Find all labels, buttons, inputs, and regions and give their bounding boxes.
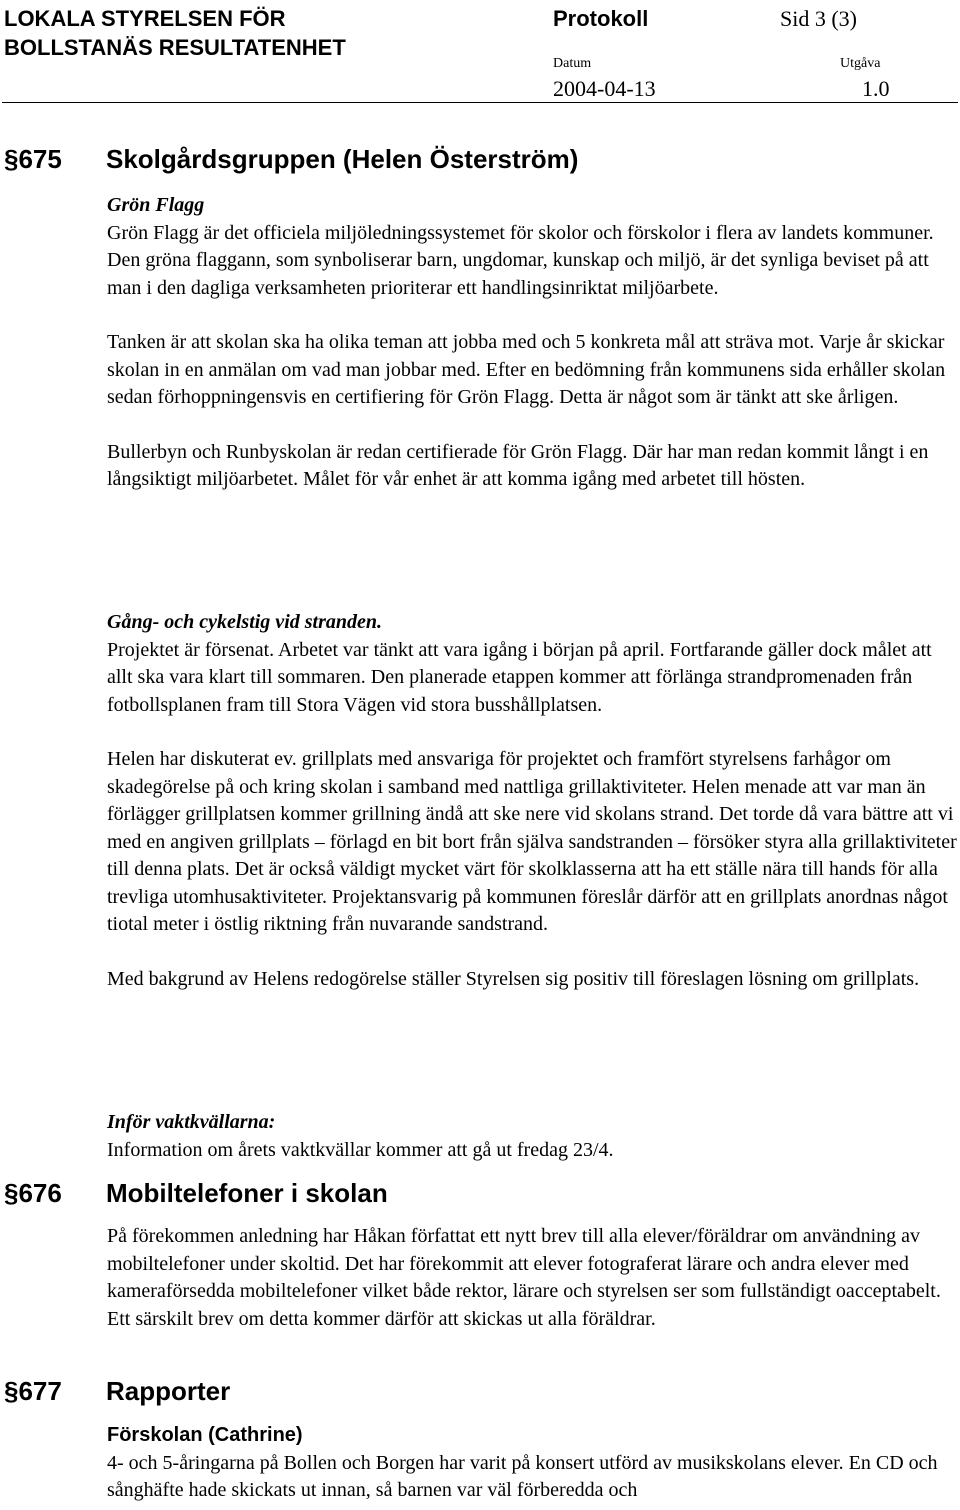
vaktkvallar-paragraph: Information om årets vaktkvällar kommer att gå ut fredag 23/4. (107, 1138, 614, 1161)
cykelstig-block (107, 609, 960, 993)
mobiltelefoner-paragraph: På förekommen anledning har Håkan författat ett nytt brev till alla elever/föräldrar om användning av mobiltelefoner under skoltid. Det har förekommit att elever fotograferat lärare och andra elever med kameraförsedda mobiltelefoner vilket både rektor, lärare och styrelsen ser som fullständigt oacceptabelt. Ett särskilt brev om detta kommer därför att skickas ut alla föräldrar. (107, 1225, 941, 1330)
date-value: 2004-04-13 (553, 76, 656, 101)
version-value: 1.0 (862, 76, 890, 101)
version-label: Utgåva (840, 56, 881, 71)
section-676-heading (4, 1177, 388, 1209)
document-type: Protokoll (553, 6, 649, 31)
section-677-heading (4, 1375, 230, 1407)
groen-flagg-block (107, 192, 960, 494)
date-label: Datum (553, 56, 592, 71)
vaktkvallar-subheading: Inför vaktkvällarna: (107, 1111, 276, 1133)
section-675-number: §675 (4, 144, 62, 174)
groen-flagg-subheading: Grön Flagg (107, 194, 205, 216)
groen-flagg-paragraph-1: Grön Flagg är det officiela miljöledningssystemet för skolor och förskolor i flera av landets kommuner. Den gröna flaggann, som synboliserar barn, ungdomar, kunskap och miljö, är det synliga beviset på att man i den dagliga verksamheten prioriterar ett handlingsinriktat miljöarbete. (107, 221, 934, 299)
section-676-title: Mobiltelefoner i skolan (106, 1178, 388, 1208)
section-677-title: Rapporter (106, 1376, 231, 1406)
organization-line-1: LOKALA STYRELSEN FÖR (4, 6, 286, 31)
cykelstig-paragraph-2: Helen har diskuterat ev. grillplats med ansvariga för projektet och framfört styrelsens farhågor om skadegörelse på och kring skolan i samband med nattliga grillaktiviteter. Helen menade att var man än förlägger grillplatsen kommer grillning ändå att ske nere vid skolans strand. Det torde då vara bättre att vi med en angiven grillplats – förlagd en bit bort från själva sandstranden – försöker styra alla grillaktiviteter till denna plats. Det är också väldigt mycket värt för skolklasserna att ha ett ställe nära till hands för alla trevliga utomhusaktiviteter. Projektansvarig på kommunen föreslår därför att en grillplats anordnas något tiotal meter i östlig riktning från nuvarande sandstrand. (107, 748, 957, 935)
organization-line-2: BOLLSTANÄS RESULTATENHET (4, 35, 346, 60)
cykelstig-paragraph-3: Med bakgrund av Helens redogörelse ställer Styrelsen sig positiv till föreslagen lösning om grillplats. (107, 967, 920, 990)
vaktkvallar-block (107, 1109, 960, 1164)
organization-name (4, 4, 346, 62)
section-symbol: § (4, 1376, 19, 1406)
foerskolan-paragraph: 4- och 5-åringarna på Bollen och Borgen har varit på konsert utförd av musikskolans elever. En CD och sånghäfte hade skickats ut innan, så barnen var väl förberedda och (107, 1451, 938, 1501)
section-677-number: §677 (4, 1376, 62, 1406)
header-divider (2, 102, 958, 103)
section-symbol: § (4, 1178, 19, 1208)
groen-flagg-paragraph-3: Bullerbyn och Runbyskolan är redan certifierade för Grön Flagg. Där har man redan kommit långt i en långsiktigt miljöarbetet. Målet för vår enhet är att komma igång med arbetet till hösten. (107, 440, 929, 490)
page-indicator: Sid 3 (3) (780, 6, 857, 31)
cykelstig-paragraph-1: Projektet är försenat. Arbetet var tänkt att vara igång i början på april. Fortfarande gäller dock målet att allt ska vara klart till sommaren. Den planerade etappen kommer att förlänga strandpromenaden från fotbollsplanen fram till Stora Vägen vid stora busshållplatsen. (107, 638, 932, 716)
section-675-heading (4, 143, 578, 175)
mobiltelefoner-block (107, 1223, 960, 1333)
groen-flagg-paragraph-2: Tanken är att skolan ska ha olika teman att jobba med och 5 konkreta mål att sträva mot. Varje år skickar skolan in en anmälan om vad man jobbar med. Efter en bedömning från kommunens sida erhåller skolan sedan förhoppningensvis en certifiering för Grön Flagg. Detta är något som är tänkt att ske årligen. (107, 331, 946, 408)
section-675-title: Skolgårdsgruppen (Helen Österström) (106, 144, 579, 174)
rapporter-block (107, 1422, 960, 1505)
section-symbol: § (4, 144, 19, 174)
foerskolan-subheading: Förskolan (Cathrine) (107, 1424, 303, 1446)
section-676-number: §676 (4, 1178, 62, 1208)
cykelstig-subheading: Gång- och cykelstig vid stranden. (107, 611, 382, 633)
